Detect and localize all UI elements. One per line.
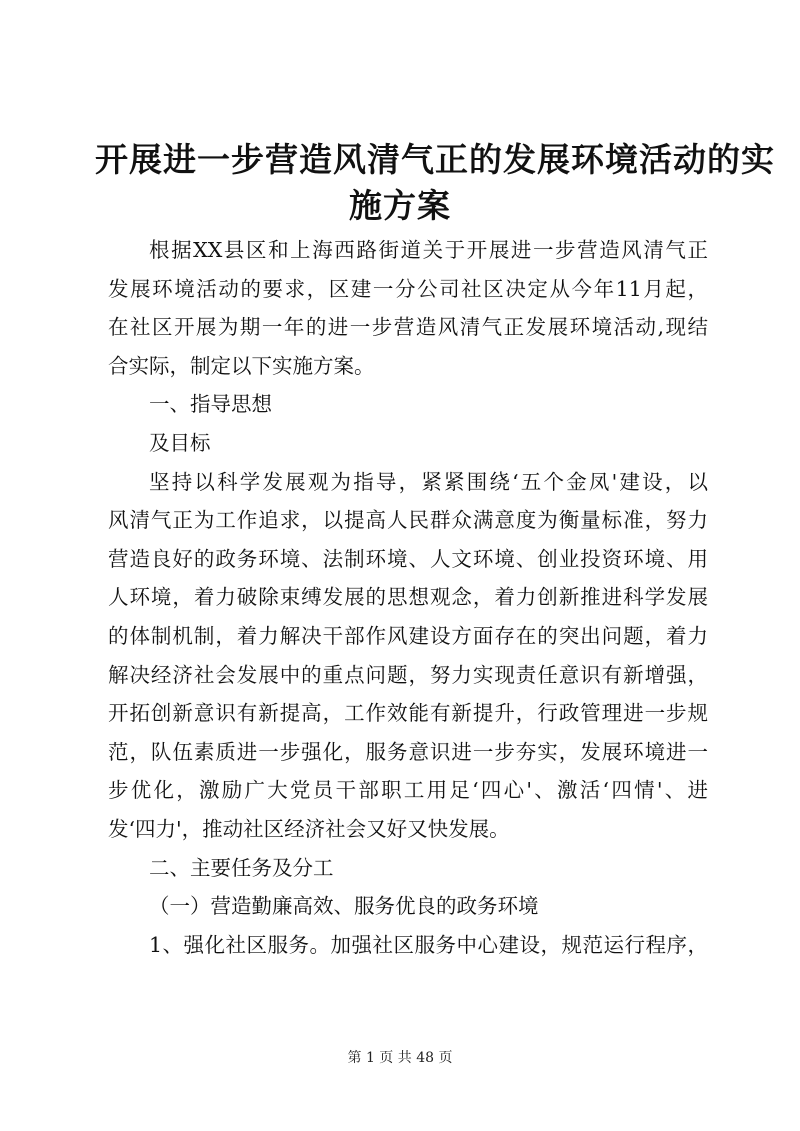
paragraph-line: 发‘四力'，推动社区经济社会又好又快发展。 bbox=[108, 816, 510, 841]
paragraph-line: 人环境，着力破除束缚发展的思想观念，着力创新推进科学发展 bbox=[108, 585, 708, 610]
paragraph-line: 1、强化社区服务。加强社区服务中心建设，规范运行程序， bbox=[149, 932, 708, 957]
paragraph-line: 的体制机制，着力解决干部作风建设方面存在的突出问题，着力 bbox=[108, 623, 708, 648]
subsection-heading: （一）营造勤廉高效、服务优良的政务环境 bbox=[149, 894, 539, 919]
paragraph-line: 开拓创新意识有新提高，工作效能有新提升，行政管理进一步规 bbox=[108, 701, 708, 726]
section-heading: 一、指导思想 bbox=[149, 392, 272, 417]
document-body bbox=[108, 231, 708, 964]
paragraph-line: 发展环境活动的要求，区建一分公司社区决定从今年11月起， bbox=[108, 276, 708, 301]
paragraph-line: 解决经济社会发展中的重点问题，努力实现责任意识有新增强， bbox=[108, 662, 708, 687]
page-footer bbox=[0, 1048, 800, 1068]
section-heading-continued: 及目标 bbox=[149, 430, 211, 455]
paragraph-line: 坚持以科学发展观为指导，紧紧围绕‘五个金凤'建设，以 bbox=[149, 469, 708, 494]
paragraph-line: 在社区开展为期一年的进一步营造风清气正发展环境活动,现结 bbox=[108, 315, 708, 340]
title-line-2: 施方案 bbox=[349, 186, 451, 225]
paragraph-line: 合实际，制定以下实施方案。 bbox=[108, 353, 375, 378]
page-number: 第 1 页 共 48 页 bbox=[347, 1050, 453, 1066]
title-line-1: 开展进一步营造风清气正的发展环境活动的实 bbox=[95, 140, 775, 179]
document-title bbox=[95, 137, 775, 229]
paragraph-line: 范，队伍素质进一步强化，服务意识进一步夯实，发展环境进一 bbox=[108, 739, 708, 764]
paragraph-line: 根据XX县区和上海西路街道关于开展进一步营造风清气正 bbox=[149, 238, 708, 262]
paragraph-line: 营造良好的政务环境、法制环境、人文环境、创业投资环境、用 bbox=[108, 546, 708, 571]
section-heading: 二、主要任务及分工 bbox=[149, 855, 334, 880]
paragraph-line: 风清气正为工作追求，以提高人民群众满意度为衡量标准，努力 bbox=[108, 508, 708, 533]
paragraph-line: 步优化，激励广大党员干部职工用足‘四心'、激活‘四情'、进 bbox=[108, 778, 708, 803]
